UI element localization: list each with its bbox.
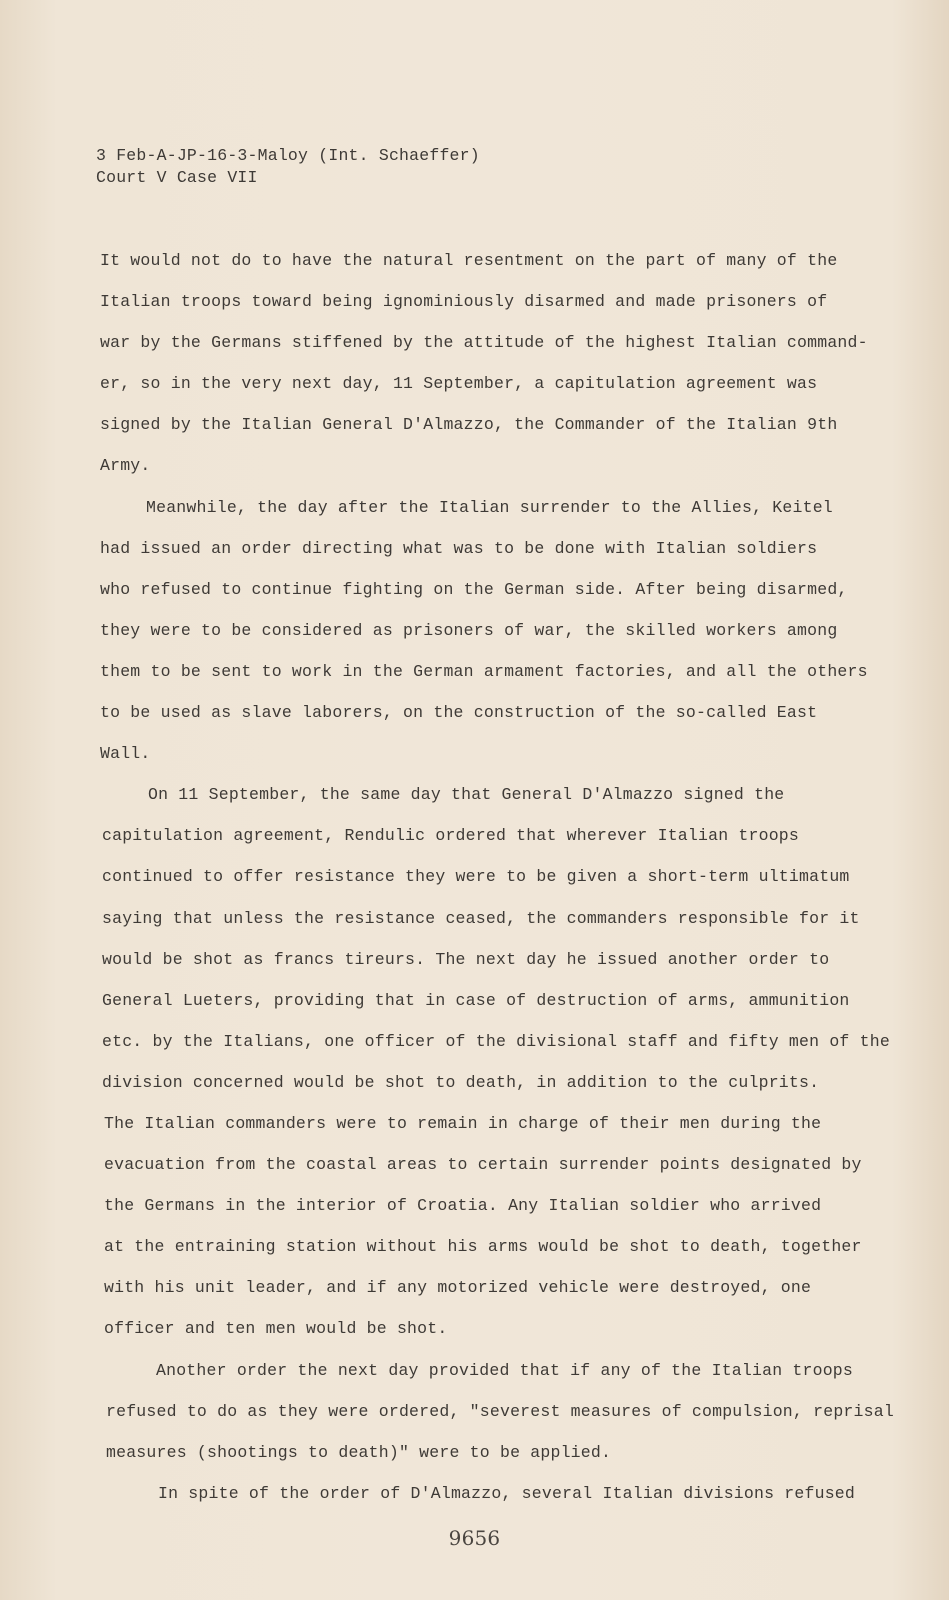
text-line: division concerned would be shot to death, in addition to the culprits.	[102, 1072, 820, 1092]
text-line: In spite of the order of D'Almazzo, several Italian divisions refused	[158, 1483, 856, 1503]
text-line: at the entraining station without his arms would be shot to death, together	[104, 1237, 862, 1257]
text-line: Meanwhile, the day after the Italian surrender to the Allies, Keitel	[146, 497, 833, 517]
paragraph-5	[100, 1473, 890, 1514]
text-line: refused to do as they were ordered, "severest measures of compulsion, reprisal	[106, 1401, 894, 1421]
text-line: Another order the next day provided that if any of the Italian troops	[156, 1360, 854, 1380]
text-line: Italian troops toward being ignominiously disarmed and made prisoners of	[100, 292, 828, 312]
header-reference: 3 Feb-A-JP-16-3-Maloy (Int. Schaeffer)	[96, 146, 480, 165]
text-line: war by the Germans stiffened by the attitude of the highest Italian command-	[100, 333, 868, 353]
header-court-case: Court V Case VII	[96, 168, 258, 187]
text-line: who refused to continue fighting on the German side. After being disarmed,	[100, 579, 848, 599]
text-line: Army.	[100, 456, 151, 476]
text-line: capitulation agreement, Rendulic ordered that wherever Italian troops	[102, 826, 800, 846]
text-line: evacuation from the coastal areas to certain surrender points designated by	[104, 1155, 862, 1175]
text-line: It would not do to have the natural resentment on the part of many of the	[100, 251, 838, 270]
text-line: The Italian commanders were to remain in charge of their men during the	[104, 1113, 822, 1133]
text-line: Wall.	[100, 744, 151, 764]
text-line: measures (shootings to death)" were to be applied.	[106, 1442, 612, 1462]
text-line: On 11 September, the same day that General D'Almazzo signed the	[148, 785, 785, 805]
paragraph-2	[100, 487, 890, 775]
text-line: the Germans in the interior of Croatia. Any Italian soldier who arrived	[104, 1196, 822, 1216]
text-line: er, so in the very next day, 11 September, a capitulation agreement was	[100, 374, 818, 394]
text-line: they were to be considered as prisoners of war, the skilled workers among	[100, 620, 838, 640]
text-line: to be used as slave laborers, on the construction of the so-called East	[100, 703, 818, 723]
text-line: them to be sent to work in the German armament factories, and all the others	[100, 661, 868, 681]
text-line: would be shot as francs tireurs. The next day he issued another order to	[102, 949, 830, 969]
paragraph-4	[100, 1350, 894, 1473]
document-header	[96, 145, 480, 189]
text-line: officer and ten men would be shot.	[104, 1319, 448, 1339]
text-line: saying that unless the resistance ceased, the commanders responsible for it	[102, 908, 860, 928]
document-body	[100, 240, 894, 1514]
text-line: had issued an order directing what was to be done with Italian soldiers	[100, 538, 818, 558]
text-line: signed by the Italian General D'Almazzo, the Commander of the Italian 9th	[100, 415, 838, 435]
page-number: 9656	[448, 1526, 501, 1550]
text-line: with his unit leader, and if any motorized vehicle were destroyed, one	[104, 1278, 812, 1298]
text-line: continued to offer resistance they were to be given a short-term ultimatum	[102, 867, 850, 887]
text-line: etc. by the Italians, one officer of the divisional staff and fifty men of the	[102, 1031, 890, 1051]
text-line: General Lueters, providing that in case of destruction of arms, ammunition	[102, 990, 850, 1010]
paragraph-3	[100, 774, 890, 1349]
paragraph-1	[100, 240, 890, 487]
